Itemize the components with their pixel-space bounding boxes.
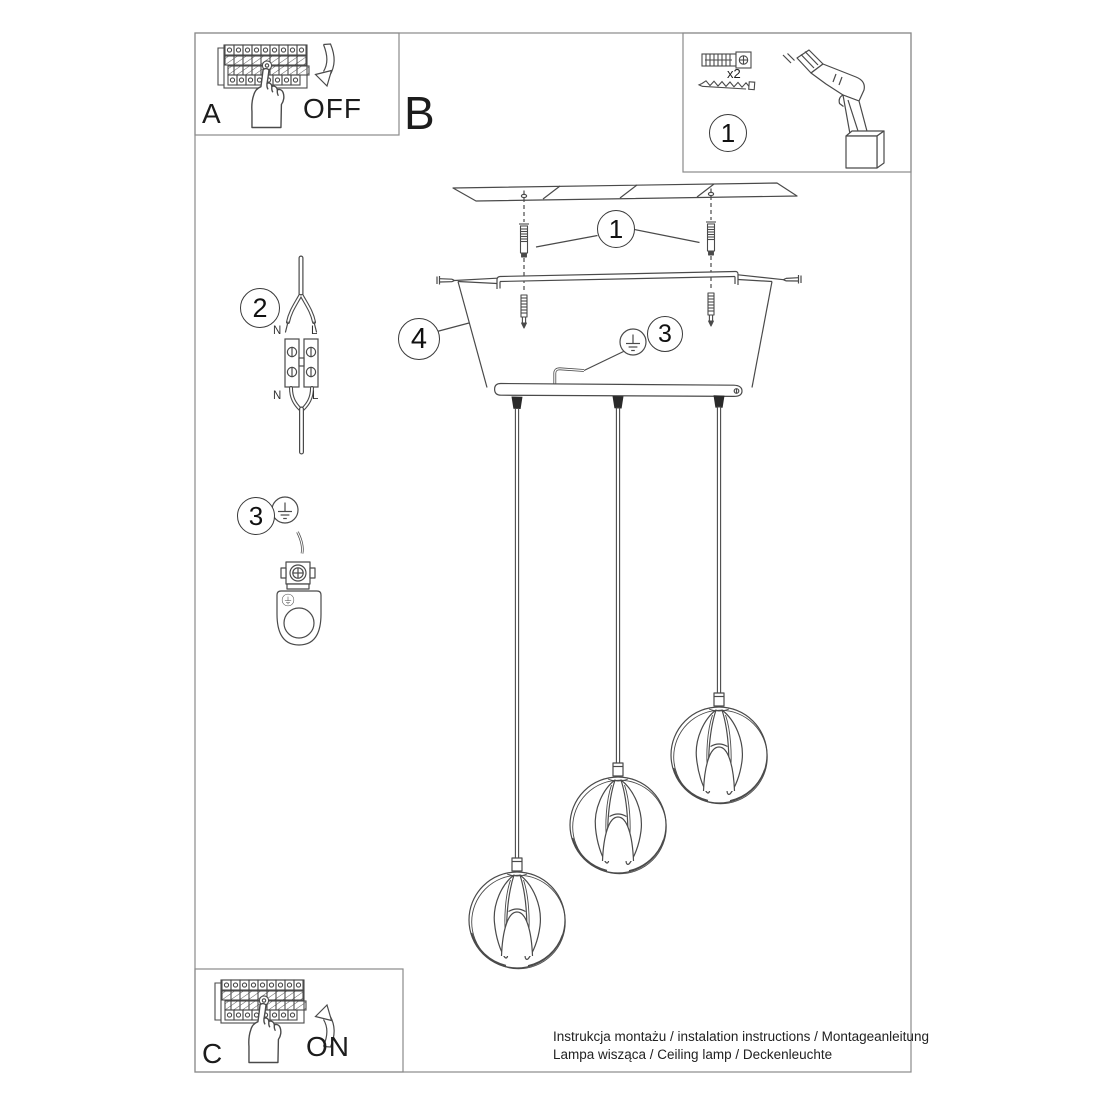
wire-label-n-bottom: N — [273, 390, 282, 402]
callout-ground-left-badge: 3 — [237, 497, 275, 535]
wiring-diagram — [285, 258, 318, 452]
callout-wiring-badge: 2 — [240, 288, 280, 328]
bottom-plate — [495, 383, 742, 396]
parts-box-step-badge: 1 — [709, 114, 747, 152]
breaker-on-label: ON — [306, 1031, 350, 1062]
callout-1-leader-left — [536, 236, 598, 248]
screw-quantity-label: x2 — [727, 66, 741, 81]
section-c-label: C — [202, 1038, 223, 1069]
earth-wire — [555, 369, 584, 384]
drill-illustration — [783, 50, 884, 168]
ground-symbol-icon — [272, 497, 298, 523]
wall-anchor-right — [706, 222, 716, 255]
section-b-label: B — [404, 87, 435, 139]
side-screw-right — [738, 275, 801, 284]
section-a-label: A — [202, 98, 221, 129]
callout-ground-main-badge: 3 — [647, 316, 683, 352]
ceiling-illustration — [453, 183, 797, 201]
ground-lug-assembly — [272, 497, 321, 645]
globe-shade-middle — [570, 763, 666, 874]
canopy-screw-left — [521, 295, 527, 328]
mounting-screw-illustration — [699, 81, 755, 90]
mounting-bar — [497, 271, 738, 289]
ground-symbol-icon — [620, 329, 646, 355]
globe-shade-left — [469, 858, 565, 969]
wall-anchor-left — [519, 224, 529, 257]
callout-1-leader-right — [632, 229, 700, 243]
callout-4-leader — [437, 323, 469, 332]
canopy-illustration — [458, 280, 772, 388]
wire-label-l-top: L — [311, 325, 318, 337]
callout-canopy-badge: 4 — [398, 318, 440, 360]
main-assembly — [437, 183, 801, 969]
footer-product-line: Lampa wisząca / Ceiling lamp / Deckenleuchte — [553, 1047, 833, 1062]
wire-label-n-top: N — [273, 325, 282, 337]
breaker-off-label: OFF — [303, 93, 362, 124]
canopy-screw-right — [708, 293, 714, 326]
callout-anchors-badge: 1 — [597, 210, 635, 248]
globe-shade-right — [671, 693, 767, 804]
footer-title-line: Instrukcja montażu / instalation instructions / Montageanleitung — [553, 1029, 929, 1044]
ground-leader — [584, 352, 624, 371]
wire-label-l-bottom: L — [312, 390, 319, 402]
curved-arrow-down-icon — [316, 44, 335, 86]
cord-grips — [512, 395, 725, 409]
ground-symbol-icon — [282, 594, 294, 606]
